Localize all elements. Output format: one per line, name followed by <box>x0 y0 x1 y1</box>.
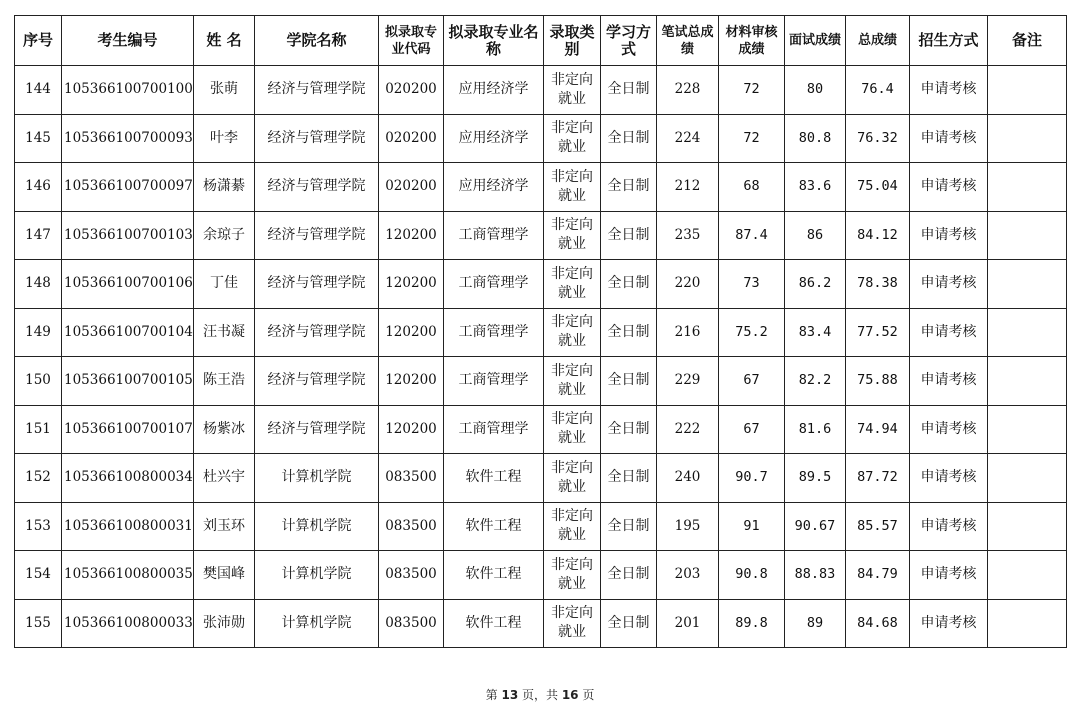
cell-seq: 154 <box>15 551 62 600</box>
cell-major-code: 083500 <box>379 551 444 600</box>
cell-college: 计算机学院 <box>255 502 379 551</box>
cell-exam-id: 105366100700105 <box>62 357 194 406</box>
cell-seq: 146 <box>15 163 62 212</box>
cell-major-name: 软件工程 <box>444 454 544 503</box>
cell-admit-type: 非定向就业 <box>544 405 601 454</box>
cell-admit-type: 非定向就业 <box>544 308 601 357</box>
cell-note <box>988 599 1067 648</box>
cell-total-score: 84.79 <box>846 551 910 600</box>
cell-college: 经济与管理学院 <box>255 308 379 357</box>
header-written-score: 笔试总成绩 <box>657 16 719 66</box>
cell-material-score: 89.8 <box>719 599 785 648</box>
cell-interview-score: 90.67 <box>785 502 846 551</box>
cell-admit-type: 非定向就业 <box>544 260 601 309</box>
table-header <box>15 16 1067 66</box>
cell-name: 丁佳 <box>194 260 255 309</box>
cell-total-score: 78.38 <box>846 260 910 309</box>
table-row <box>15 308 1067 357</box>
cell-written-score: 224 <box>657 114 719 163</box>
cell-written-score: 216 <box>657 308 719 357</box>
cell-seq: 149 <box>15 308 62 357</box>
cell-method: 申请考核 <box>910 163 988 212</box>
cell-interview-score: 86 <box>785 211 846 260</box>
cell-college: 计算机学院 <box>255 551 379 600</box>
cell-total-score: 84.12 <box>846 211 910 260</box>
cell-total-score: 75.88 <box>846 357 910 406</box>
cell-name: 樊国峰 <box>194 551 255 600</box>
header-interview-score: 面试成绩 <box>785 16 846 66</box>
cell-material-score: 91 <box>719 502 785 551</box>
cell-major-code: 083500 <box>379 599 444 648</box>
header-admit-type: 录取类别 <box>544 16 601 66</box>
cell-major-name: 工商管理学 <box>444 357 544 406</box>
cell-name: 杜兴宇 <box>194 454 255 503</box>
cell-total-score: 84.68 <box>846 599 910 648</box>
header-method: 招生方式 <box>910 16 988 66</box>
footer-prefix: 第 <box>485 688 502 702</box>
table-row <box>15 357 1067 406</box>
table-row <box>15 163 1067 212</box>
cell-exam-id: 105366100700093 <box>62 114 194 163</box>
table-row <box>15 66 1067 115</box>
cell-method: 申请考核 <box>910 599 988 648</box>
cell-major-code: 020200 <box>379 66 444 115</box>
cell-interview-score: 89 <box>785 599 846 648</box>
cell-material-score: 72 <box>719 66 785 115</box>
cell-material-score: 87.4 <box>719 211 785 260</box>
header-name: 姓 名 <box>194 16 255 66</box>
cell-total-score: 77.52 <box>846 308 910 357</box>
cell-method: 申请考核 <box>910 260 988 309</box>
cell-note <box>988 551 1067 600</box>
cell-note <box>988 405 1067 454</box>
cell-exam-id: 105366100800034 <box>62 454 194 503</box>
table-body <box>15 66 1067 648</box>
cell-college: 经济与管理学院 <box>255 405 379 454</box>
cell-major-name: 工商管理学 <box>444 211 544 260</box>
cell-method: 申请考核 <box>910 66 988 115</box>
cell-material-score: 72 <box>719 114 785 163</box>
cell-major-name: 工商管理学 <box>444 405 544 454</box>
cell-seq: 153 <box>15 502 62 551</box>
table-row <box>15 114 1067 163</box>
cell-written-score: 222 <box>657 405 719 454</box>
cell-name: 刘玉环 <box>194 502 255 551</box>
cell-major-name: 工商管理学 <box>444 308 544 357</box>
header-total-score: 总成绩 <box>846 16 910 66</box>
cell-seq: 155 <box>15 599 62 648</box>
table-row <box>15 551 1067 600</box>
cell-note <box>988 454 1067 503</box>
cell-name: 陈王浩 <box>194 357 255 406</box>
cell-major-code: 120200 <box>379 405 444 454</box>
header-seq: 序号 <box>15 16 62 66</box>
cell-study-mode: 全日制 <box>601 66 657 115</box>
cell-major-name: 应用经济学 <box>444 163 544 212</box>
header-row <box>15 16 1067 66</box>
cell-method: 申请考核 <box>910 211 988 260</box>
cell-material-score: 75.2 <box>719 308 785 357</box>
table-row <box>15 211 1067 260</box>
cell-major-code: 120200 <box>379 260 444 309</box>
cell-note <box>988 66 1067 115</box>
cell-name: 叶李 <box>194 114 255 163</box>
cell-major-code: 120200 <box>379 211 444 260</box>
cell-major-code: 120200 <box>379 308 444 357</box>
cell-total-score: 75.04 <box>846 163 910 212</box>
cell-study-mode: 全日制 <box>601 405 657 454</box>
table-row <box>15 454 1067 503</box>
cell-major-code: 020200 <box>379 163 444 212</box>
cell-name: 余琼子 <box>194 211 255 260</box>
cell-name: 张沛勋 <box>194 599 255 648</box>
footer-total-pages: 16 <box>561 688 579 702</box>
cell-seq: 144 <box>15 66 62 115</box>
cell-major-name: 软件工程 <box>444 502 544 551</box>
cell-study-mode: 全日制 <box>601 308 657 357</box>
cell-college: 经济与管理学院 <box>255 211 379 260</box>
cell-method: 申请考核 <box>910 357 988 406</box>
admission-table <box>14 15 1067 648</box>
cell-interview-score: 82.2 <box>785 357 846 406</box>
cell-written-score: 228 <box>657 66 719 115</box>
cell-college: 经济与管理学院 <box>255 114 379 163</box>
cell-study-mode: 全日制 <box>601 357 657 406</box>
cell-note <box>988 308 1067 357</box>
page-footer <box>0 686 1080 703</box>
cell-interview-score: 83.4 <box>785 308 846 357</box>
cell-total-score: 76.4 <box>846 66 910 115</box>
cell-study-mode: 全日制 <box>601 211 657 260</box>
cell-total-score: 85.57 <box>846 502 910 551</box>
cell-method: 申请考核 <box>910 405 988 454</box>
cell-interview-score: 80 <box>785 66 846 115</box>
cell-written-score: 240 <box>657 454 719 503</box>
cell-seq: 150 <box>15 357 62 406</box>
cell-interview-score: 88.83 <box>785 551 846 600</box>
cell-major-code: 120200 <box>379 357 444 406</box>
cell-material-score: 90.7 <box>719 454 785 503</box>
cell-total-score: 74.94 <box>846 405 910 454</box>
cell-major-name: 软件工程 <box>444 599 544 648</box>
cell-college: 经济与管理学院 <box>255 163 379 212</box>
cell-written-score: 201 <box>657 599 719 648</box>
cell-major-name: 应用经济学 <box>444 114 544 163</box>
cell-study-mode: 全日制 <box>601 163 657 212</box>
cell-study-mode: 全日制 <box>601 599 657 648</box>
cell-material-score: 67 <box>719 405 785 454</box>
cell-seq: 145 <box>15 114 62 163</box>
cell-material-score: 67 <box>719 357 785 406</box>
cell-major-code: 020200 <box>379 114 444 163</box>
cell-method: 申请考核 <box>910 114 988 163</box>
cell-seq: 151 <box>15 405 62 454</box>
cell-admit-type: 非定向就业 <box>544 357 601 406</box>
cell-exam-id: 105366100700100 <box>62 66 194 115</box>
cell-admit-type: 非定向就业 <box>544 502 601 551</box>
table-row <box>15 405 1067 454</box>
cell-exam-id: 105366100700097 <box>62 163 194 212</box>
footer-page-number: 13 <box>501 688 519 702</box>
header-major-code: 拟录取专业代码 <box>379 16 444 66</box>
cell-written-score: 212 <box>657 163 719 212</box>
cell-material-score: 68 <box>719 163 785 212</box>
table-row <box>15 502 1067 551</box>
cell-study-mode: 全日制 <box>601 454 657 503</box>
cell-interview-score: 89.5 <box>785 454 846 503</box>
cell-name: 汪书凝 <box>194 308 255 357</box>
cell-admit-type: 非定向就业 <box>544 599 601 648</box>
footer-suffix: 页 <box>578 688 595 702</box>
cell-total-score: 87.72 <box>846 454 910 503</box>
cell-exam-id: 105366100800033 <box>62 599 194 648</box>
cell-name: 杨紫冰 <box>194 405 255 454</box>
cell-written-score: 235 <box>657 211 719 260</box>
cell-written-score: 195 <box>657 502 719 551</box>
header-study-mode: 学习方式 <box>601 16 657 66</box>
cell-material-score: 73 <box>719 260 785 309</box>
cell-college: 计算机学院 <box>255 454 379 503</box>
cell-name: 张萌 <box>194 66 255 115</box>
cell-note <box>988 114 1067 163</box>
cell-exam-id: 105366100700106 <box>62 260 194 309</box>
cell-admit-type: 非定向就业 <box>544 163 601 212</box>
cell-note <box>988 357 1067 406</box>
cell-note <box>988 260 1067 309</box>
cell-note <box>988 163 1067 212</box>
cell-admit-type: 非定向就业 <box>544 211 601 260</box>
cell-study-mode: 全日制 <box>601 502 657 551</box>
cell-major-name: 软件工程 <box>444 551 544 600</box>
cell-interview-score: 81.6 <box>785 405 846 454</box>
cell-method: 申请考核 <box>910 454 988 503</box>
cell-method: 申请考核 <box>910 502 988 551</box>
cell-study-mode: 全日制 <box>601 260 657 309</box>
cell-exam-id: 105366100700107 <box>62 405 194 454</box>
header-major-name: 拟录取专业名称 <box>444 16 544 66</box>
cell-written-score: 220 <box>657 260 719 309</box>
cell-written-score: 203 <box>657 551 719 600</box>
cell-major-code: 083500 <box>379 454 444 503</box>
cell-college: 经济与管理学院 <box>255 357 379 406</box>
cell-seq: 148 <box>15 260 62 309</box>
footer-middle: 页，共 <box>518 688 562 702</box>
cell-written-score: 229 <box>657 357 719 406</box>
cell-interview-score: 83.6 <box>785 163 846 212</box>
cell-exam-id: 105366100700104 <box>62 308 194 357</box>
cell-admit-type: 非定向就业 <box>544 454 601 503</box>
cell-method: 申请考核 <box>910 308 988 357</box>
cell-seq: 147 <box>15 211 62 260</box>
cell-college: 经济与管理学院 <box>255 260 379 309</box>
cell-note <box>988 502 1067 551</box>
cell-exam-id: 105366100800031 <box>62 502 194 551</box>
header-college: 学院名称 <box>255 16 379 66</box>
header-note: 备注 <box>988 16 1067 66</box>
cell-note <box>988 211 1067 260</box>
cell-major-name: 应用经济学 <box>444 66 544 115</box>
table-row <box>15 599 1067 648</box>
cell-admit-type: 非定向就业 <box>544 114 601 163</box>
cell-method: 申请考核 <box>910 551 988 600</box>
header-material-score: 材料审核成绩 <box>719 16 785 66</box>
table-row <box>15 260 1067 309</box>
cell-material-score: 90.8 <box>719 551 785 600</box>
cell-major-name: 工商管理学 <box>444 260 544 309</box>
cell-admit-type: 非定向就业 <box>544 66 601 115</box>
cell-exam-id: 105366100700103 <box>62 211 194 260</box>
cell-name: 杨潇綦 <box>194 163 255 212</box>
header-exam-id: 考生编号 <box>62 16 194 66</box>
cell-college: 经济与管理学院 <box>255 66 379 115</box>
cell-study-mode: 全日制 <box>601 114 657 163</box>
cell-major-code: 083500 <box>379 502 444 551</box>
cell-interview-score: 86.2 <box>785 260 846 309</box>
cell-seq: 152 <box>15 454 62 503</box>
cell-total-score: 76.32 <box>846 114 910 163</box>
cell-exam-id: 105366100800035 <box>62 551 194 600</box>
cell-college: 计算机学院 <box>255 599 379 648</box>
cell-admit-type: 非定向就业 <box>544 551 601 600</box>
cell-interview-score: 80.8 <box>785 114 846 163</box>
cell-study-mode: 全日制 <box>601 551 657 600</box>
